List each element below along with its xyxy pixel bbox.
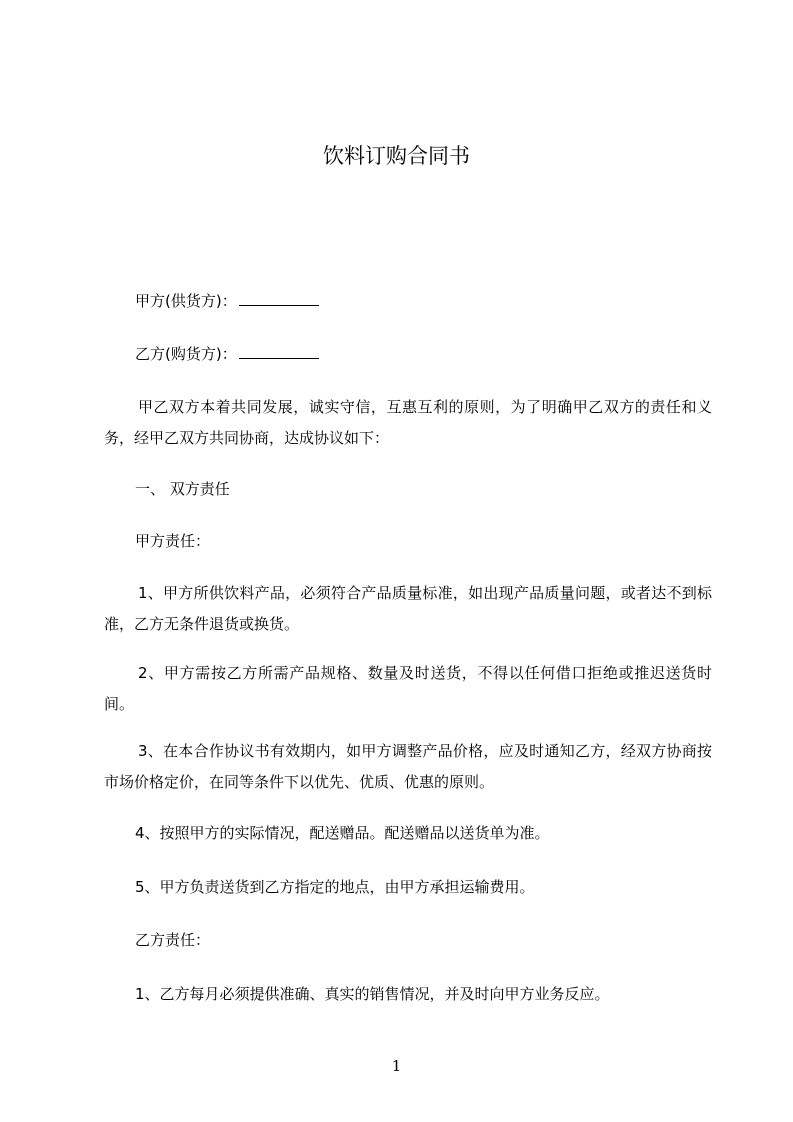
party-a-duty-item: 3、在本合作协议书有效期内，如甲方调整产品价格，应及时通知乙方，经双方协商按市场价格定价，在同等条件下以优先、优质、优惠的原则。 — [104, 742, 712, 791]
party-b-label: 乙方(购货方)： — [135, 345, 237, 363]
party-b-line — [135, 344, 319, 364]
party-a-line — [135, 291, 319, 311]
page-number: 1 — [391, 1057, 402, 1075]
party-b-duty-item: 1、乙方每月必须提供准确、真实的销售情况，并及时向甲方业务反应。 — [135, 985, 610, 1003]
document-title: 饮料订购合同书 — [323, 144, 470, 168]
party-b-duties-heading: 乙方责任： — [135, 931, 211, 949]
party-a-duty-item: 1、甲方所供饮料产品，必须符合产品质量标准，如出现产品质量问题，或者达不到标准，乙方无条件退货或换货。 — [104, 584, 712, 633]
party-a-duties-heading: 甲方责任： — [135, 532, 211, 550]
party-a-duty-item: 4、按照甲方的实际情况，配送赠品。配送赠品以送货单为准。 — [135, 824, 550, 842]
party-a-label: 甲方(供货方)： — [135, 292, 237, 310]
party-b-blank — [239, 344, 319, 359]
intro-paragraph: 甲乙双方本着共同发展，诚实守信，互惠互利的原则，为了明确甲乙双方的责任和义务，经甲乙双方共同协商，达成协议如下： — [104, 398, 712, 447]
party-a-duty-item: 5、甲方负责送货到乙方指定的地点，由甲方承担运输费用。 — [135, 878, 535, 896]
section-heading: 一、 双方责任 — [135, 480, 230, 498]
party-a-duty-item: 2、甲方需按乙方所需产品规格、数量及时送货，不得以任何借口拒绝或推迟送货时间。 — [104, 664, 712, 713]
party-a-blank — [239, 291, 319, 306]
